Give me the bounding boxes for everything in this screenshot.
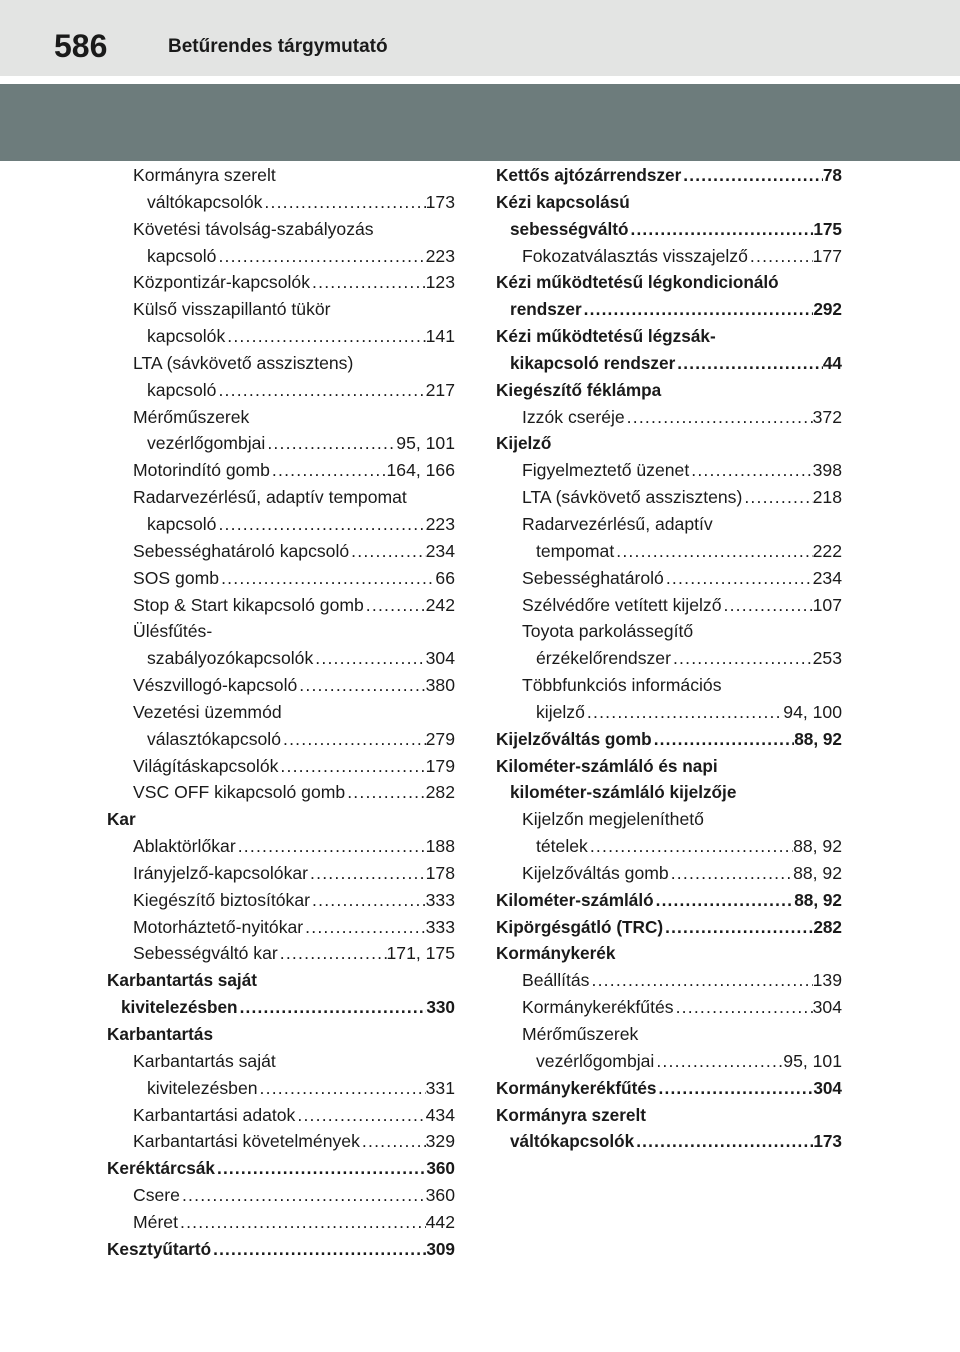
index-entry	[496, 565, 842, 592]
index-entry-text: Irányjelző-kapcsolókar	[133, 862, 309, 883]
dot-leader	[625, 404, 813, 431]
dot-leader	[614, 538, 812, 565]
index-entry-page: 175	[813, 218, 842, 239]
index-entry-text: rendszer	[510, 299, 582, 320]
index-entry-page: 442	[425, 1211, 455, 1232]
index-entry-text: Kijelzőváltás gomb	[496, 728, 652, 749]
index-entry-text: vezérlőgombjai	[147, 433, 266, 454]
index-entry-text: Ülésfűtés-	[133, 621, 213, 642]
dot-leader	[722, 592, 813, 619]
index-entry-text: Világításkapcsolók	[133, 755, 279, 776]
index-entry	[496, 833, 842, 860]
index-entry-page: 329	[425, 1131, 455, 1152]
page-header	[0, 0, 960, 76]
dot-leader	[654, 1048, 783, 1075]
index-entry	[107, 1128, 455, 1155]
index-entry	[107, 833, 455, 860]
index-entry	[107, 645, 455, 672]
dot-leader	[225, 323, 425, 350]
index-entry-page: 217	[425, 379, 455, 400]
dot-leader	[634, 1128, 813, 1155]
index-entry-text: kivitelezésben	[147, 1077, 258, 1098]
dot-leader	[681, 162, 823, 189]
dot-leader	[313, 645, 425, 672]
index-entry-text: Külső visszapillantó tükör	[133, 299, 331, 320]
index-entry-text: Szélvédőre vetített kijelző	[522, 594, 722, 615]
index-entry	[496, 592, 842, 619]
index-entry-page: 398	[812, 460, 842, 481]
dot-leader	[258, 1075, 426, 1102]
index-entry	[496, 162, 842, 189]
index-entry-text: Kesztyűtartó	[107, 1238, 212, 1259]
index-entry-text: tételek	[536, 836, 588, 857]
dot-leader	[654, 887, 795, 914]
index-entry-page: 279	[425, 728, 455, 749]
index-column-right	[496, 162, 842, 1155]
index-entry-page: 139	[812, 970, 842, 991]
index-entry-text: Karbantartási adatok	[133, 1104, 296, 1125]
index-entry-text: sebességváltó	[510, 218, 629, 239]
index-entry-text: Mérőműszerek	[133, 406, 250, 427]
index-entry	[107, 323, 455, 350]
index-entry-text: Keréktárcsák	[107, 1158, 215, 1179]
index-entry-text: Toyota parkolássegítő	[522, 621, 694, 642]
index-entry-text: váltókapcsolók	[147, 191, 263, 212]
index-entry-text: Kilométer-számláló és napi	[496, 755, 718, 776]
index-entry-page: 292	[813, 299, 842, 320]
index-entry	[107, 404, 455, 431]
index-entry-text: Kiegészítő féklámpa	[496, 379, 662, 400]
index-entry-page: 304	[813, 1077, 842, 1098]
index-entry	[107, 779, 455, 806]
index-entry	[496, 484, 842, 511]
index-entry-text: Csere	[133, 1185, 180, 1206]
index-entry-page: 234	[425, 540, 455, 561]
index-entry	[496, 672, 842, 699]
index-entry	[496, 1075, 842, 1102]
index-entry	[107, 377, 455, 404]
index-entry	[496, 189, 842, 216]
dot-leader	[281, 726, 426, 753]
index-entry-text: Kijelzőváltás gomb	[522, 862, 669, 883]
index-entry-text: Kormánykerékfűtés	[496, 1077, 657, 1098]
index-entry-text: Méret	[133, 1211, 178, 1232]
index-entry-text: Sebességhatároló kapcsoló	[133, 540, 350, 561]
index-column-left	[107, 162, 455, 1263]
index-entry-page: 88, 92	[793, 862, 842, 883]
index-entry-page: 171, 175	[386, 943, 455, 964]
index-entry	[107, 967, 455, 994]
index-entry-page: 123	[425, 272, 455, 293]
dot-leader	[582, 296, 814, 323]
dot-leader	[297, 672, 425, 699]
index-entry-page: 173	[813, 1131, 842, 1152]
index-entry-text: Fokozatválasztás visszajelző	[522, 245, 748, 266]
dot-leader	[216, 243, 425, 270]
index-entry-text: Kézi működtetésű légzsák-	[496, 326, 716, 347]
index-entry-text: Stop & Start kikapcsoló gomb	[133, 594, 364, 615]
index-entry-text: Kettős ajtózárrendszer	[496, 165, 682, 185]
index-entry	[107, 1155, 455, 1182]
index-entry-page: 282	[425, 782, 455, 803]
index-entry-text: Kipörgésgátló (TRC)	[496, 916, 664, 937]
index-entry	[107, 1209, 455, 1236]
dot-leader	[652, 726, 795, 753]
index-entry	[107, 1236, 455, 1263]
index-entry-page: 304	[425, 648, 455, 669]
dot-leader	[270, 457, 387, 484]
index-entry-text: Kijelzőn megjeleníthető	[522, 809, 704, 830]
index-entry	[107, 618, 455, 645]
index-entry-text: Követési távolság-szabályozás	[133, 218, 374, 239]
dot-leader	[310, 269, 426, 296]
index-entry	[107, 511, 455, 538]
dot-leader	[216, 377, 425, 404]
index-entry	[107, 430, 455, 457]
index-entry-page: 434	[425, 1104, 455, 1125]
index-entry	[107, 1048, 455, 1075]
index-entry-text: tempomat	[536, 540, 615, 561]
dot-leader	[628, 216, 813, 243]
dot-leader	[219, 565, 435, 592]
dot-leader	[657, 1075, 814, 1102]
index-entry-page: 88, 92	[794, 889, 842, 910]
index-entry	[107, 1182, 455, 1209]
index-entry	[496, 430, 842, 457]
dot-leader	[742, 484, 812, 511]
index-entry	[496, 1128, 842, 1155]
dot-leader	[674, 994, 813, 1021]
dot-leader	[262, 189, 425, 216]
index-entry-page: 360	[425, 1185, 455, 1206]
header-divider	[0, 76, 960, 84]
index-entry	[496, 726, 842, 753]
index-entry-text: szabályozókapcsolók	[147, 648, 314, 669]
index-entry-page: 178	[425, 862, 455, 883]
index-entry	[107, 565, 455, 592]
page-title: Betűrendes tárgymutató	[168, 36, 388, 57]
index-entry	[107, 806, 455, 833]
index-entry-text: Izzók cseréje	[522, 406, 625, 427]
page-number: 586	[54, 28, 108, 64]
index-entry	[496, 860, 842, 887]
index-entry	[107, 753, 455, 780]
index-entry-text: Kilométer-számláló	[496, 889, 654, 910]
index-entry-text: Kar	[107, 809, 136, 830]
dot-leader	[585, 699, 783, 726]
index-entry-text: Motorháztető-nyitókar	[133, 916, 304, 937]
index-entry	[496, 806, 842, 833]
dot-leader	[216, 511, 425, 538]
dot-leader	[215, 1155, 426, 1182]
index-entry-page: 222	[812, 540, 842, 561]
index-entry-page: 223	[425, 513, 455, 534]
index-entry-page: 372	[812, 406, 842, 427]
index-entry	[107, 484, 455, 511]
index-entry-page: 333	[425, 916, 455, 937]
dot-leader	[748, 243, 813, 270]
index-entry	[496, 994, 842, 1021]
index-entry-page: 164, 166	[386, 460, 455, 481]
index-entry	[496, 457, 842, 484]
dot-leader	[349, 538, 425, 565]
dot-leader	[588, 833, 793, 860]
dot-leader	[689, 457, 812, 484]
dot-leader	[663, 914, 813, 941]
dot-leader	[238, 994, 427, 1021]
index-entry-page: 107	[812, 594, 842, 615]
index-entry	[496, 967, 842, 994]
index-entry	[107, 887, 455, 914]
index-entry	[107, 457, 455, 484]
index-entry-text: Karbantartási követelmények	[133, 1131, 360, 1152]
index-entry	[107, 672, 455, 699]
index-entry-text: kivitelezésben	[121, 997, 238, 1018]
index-entry	[107, 860, 455, 887]
dot-leader	[589, 967, 812, 994]
index-entry	[496, 753, 842, 780]
index-entry	[496, 296, 842, 323]
index-entry	[107, 940, 455, 967]
index-entry-text: Karbantartás	[107, 1024, 214, 1044]
index-entry	[496, 914, 842, 941]
index-entry	[496, 404, 842, 431]
index-entry-page: 94, 100	[783, 701, 842, 722]
index-entry	[496, 1048, 842, 1075]
index-entry-page: 242	[425, 594, 455, 615]
index-entry-text: kikapcsoló rendszer	[510, 352, 676, 373]
index-entry-text: VSC OFF kikapcsoló gomb	[133, 782, 346, 803]
dot-leader	[278, 940, 387, 967]
index-entry-page: 282	[813, 916, 842, 937]
index-entry-text: vezérlőgombjai	[536, 1050, 655, 1071]
index-entry-page: 66	[435, 567, 455, 588]
index-entry	[496, 269, 842, 296]
index-entry-text: váltókapcsolók	[510, 1131, 635, 1152]
index-entry	[107, 699, 455, 726]
index-entry-text: Kormányra szerelt	[496, 1104, 646, 1125]
dot-leader	[278, 753, 425, 780]
index-entry	[107, 243, 455, 270]
index-entry	[107, 162, 455, 189]
index-entry-page: 234	[812, 567, 842, 588]
index-entry-text: Figyelmeztető üzenet	[522, 460, 690, 481]
index-entry	[496, 1102, 842, 1129]
index-entry	[496, 216, 842, 243]
index-entry-text: Kormányra szerelt	[133, 165, 276, 185]
index-entry-page: 218	[812, 487, 842, 508]
index-entry	[496, 618, 842, 645]
index-entry-text: választókapcsoló	[147, 728, 281, 749]
index-entry-page: 333	[425, 889, 455, 910]
index-entry-text: Sebességhatároló	[522, 567, 664, 588]
index-entry-text: Kézi működtetésű légkondicionáló	[496, 272, 779, 293]
index-entry	[496, 699, 842, 726]
index-entry-page: 95, 101	[783, 1050, 842, 1071]
dot-leader	[303, 914, 425, 941]
index-entry-page: 253	[812, 648, 842, 669]
index-entry-text: Vészvillogó-kapcsoló	[133, 675, 298, 696]
index-entry-text: kapcsoló	[147, 513, 217, 534]
index-entry-page: 360	[426, 1158, 455, 1179]
dot-leader	[295, 1102, 425, 1129]
index-entry-page: 173	[425, 191, 455, 212]
index-entry	[107, 538, 455, 565]
index-entry-page: 304	[812, 997, 842, 1018]
dot-leader	[345, 779, 425, 806]
index-entry-text: kapcsoló	[147, 245, 217, 266]
index-entry-page: 179	[425, 755, 455, 776]
index-entry	[107, 1021, 455, 1048]
index-entry-text: kapcsolók	[147, 326, 226, 347]
index-entry	[107, 726, 455, 753]
index-entry-text: Vezetési üzemmód	[133, 701, 282, 722]
index-entry-text: LTA (sávkövető asszisztens)	[522, 487, 743, 508]
index-entry-text: érzékelőrendszer	[536, 648, 671, 669]
index-entry	[496, 1021, 842, 1048]
index-entry-page: 88, 92	[794, 728, 842, 749]
index-entry	[496, 377, 842, 404]
index-entry-text: kijelző	[536, 701, 585, 722]
index-entry-page: 188	[425, 836, 455, 857]
index-entry-page: 330	[426, 997, 455, 1018]
header-band	[0, 84, 960, 161]
dot-leader	[360, 1128, 426, 1155]
index-entry	[107, 216, 455, 243]
index-entry	[496, 243, 842, 270]
dot-leader	[310, 887, 426, 914]
index-entry	[496, 645, 842, 672]
index-entry	[107, 994, 455, 1021]
index-entry	[496, 779, 842, 806]
index-entry-text: Sebességváltó kar	[133, 943, 278, 964]
dot-leader	[308, 860, 426, 887]
index-entry	[496, 538, 842, 565]
dot-leader	[265, 430, 396, 457]
index-entry-page: 380	[425, 675, 455, 696]
dot-leader	[364, 592, 426, 619]
index-entry-page: 78	[822, 165, 842, 185]
index-entry-text: Kiegészítő biztosítókar	[133, 889, 311, 910]
index-entry-page: 331	[425, 1077, 455, 1098]
index-entry-text: Radarvezérlésű, adaptív tempomat	[133, 487, 407, 508]
index-entry-page: 44	[822, 352, 842, 373]
dot-leader	[671, 645, 813, 672]
index-entry-page: 309	[426, 1238, 455, 1259]
index-entry	[496, 511, 842, 538]
index-entry-page: 95, 101	[396, 433, 455, 454]
index-entry-text: Kormánykerékfűtés	[522, 997, 674, 1018]
index-entry	[107, 1075, 455, 1102]
index-entry-text: Motorindító gomb	[133, 460, 270, 481]
index-entry	[107, 296, 455, 323]
index-entry-text: Kormánykerék	[496, 943, 616, 964]
index-entry	[496, 350, 842, 377]
index-entry	[496, 323, 842, 350]
index-entry	[107, 914, 455, 941]
dot-leader	[669, 860, 793, 887]
dot-leader	[178, 1209, 426, 1236]
index-entry-page: 141	[425, 326, 455, 347]
dot-leader	[664, 565, 813, 592]
index-entry	[107, 269, 455, 296]
index-entry-text: SOS gomb	[133, 567, 220, 588]
index-entry-page: 223	[425, 245, 455, 266]
index-entry-text: Kézi kapcsolású	[496, 191, 630, 212]
index-entry-text: LTA (sávkövető asszisztens)	[133, 352, 354, 373]
index-entry-text: Mérőműszerek	[522, 1024, 639, 1044]
dot-leader	[675, 350, 823, 377]
index-entry	[107, 1102, 455, 1129]
index-entry-text: kilométer-számláló kijelzője	[510, 782, 737, 803]
index-entry	[496, 887, 842, 914]
index-entry	[107, 350, 455, 377]
index-entry	[496, 940, 842, 967]
dot-leader	[236, 833, 426, 860]
index-entry-text: Beállítás	[522, 970, 590, 991]
index-entry-text: Központizár-kapcsolók	[133, 272, 311, 293]
index-entry-text: Karbantartás saját	[133, 1050, 276, 1071]
index-entry	[107, 189, 455, 216]
index-entry-text: Ablaktörlőkar	[133, 836, 236, 857]
index-entry-text: Karbantartás saját	[107, 970, 257, 991]
index-entry-text: Többfunkciós információs	[522, 675, 722, 696]
index-entry-text: kapcsoló	[147, 379, 217, 400]
dot-leader	[211, 1236, 426, 1263]
index-entry-text: Kijelző	[496, 433, 552, 454]
index-entry-text: Radarvezérlésű, adaptív	[522, 513, 713, 534]
dot-leader	[180, 1182, 426, 1209]
index-entry	[107, 592, 455, 619]
index-entry-page: 177	[812, 245, 842, 266]
index-entry-page: 88, 92	[793, 836, 842, 857]
